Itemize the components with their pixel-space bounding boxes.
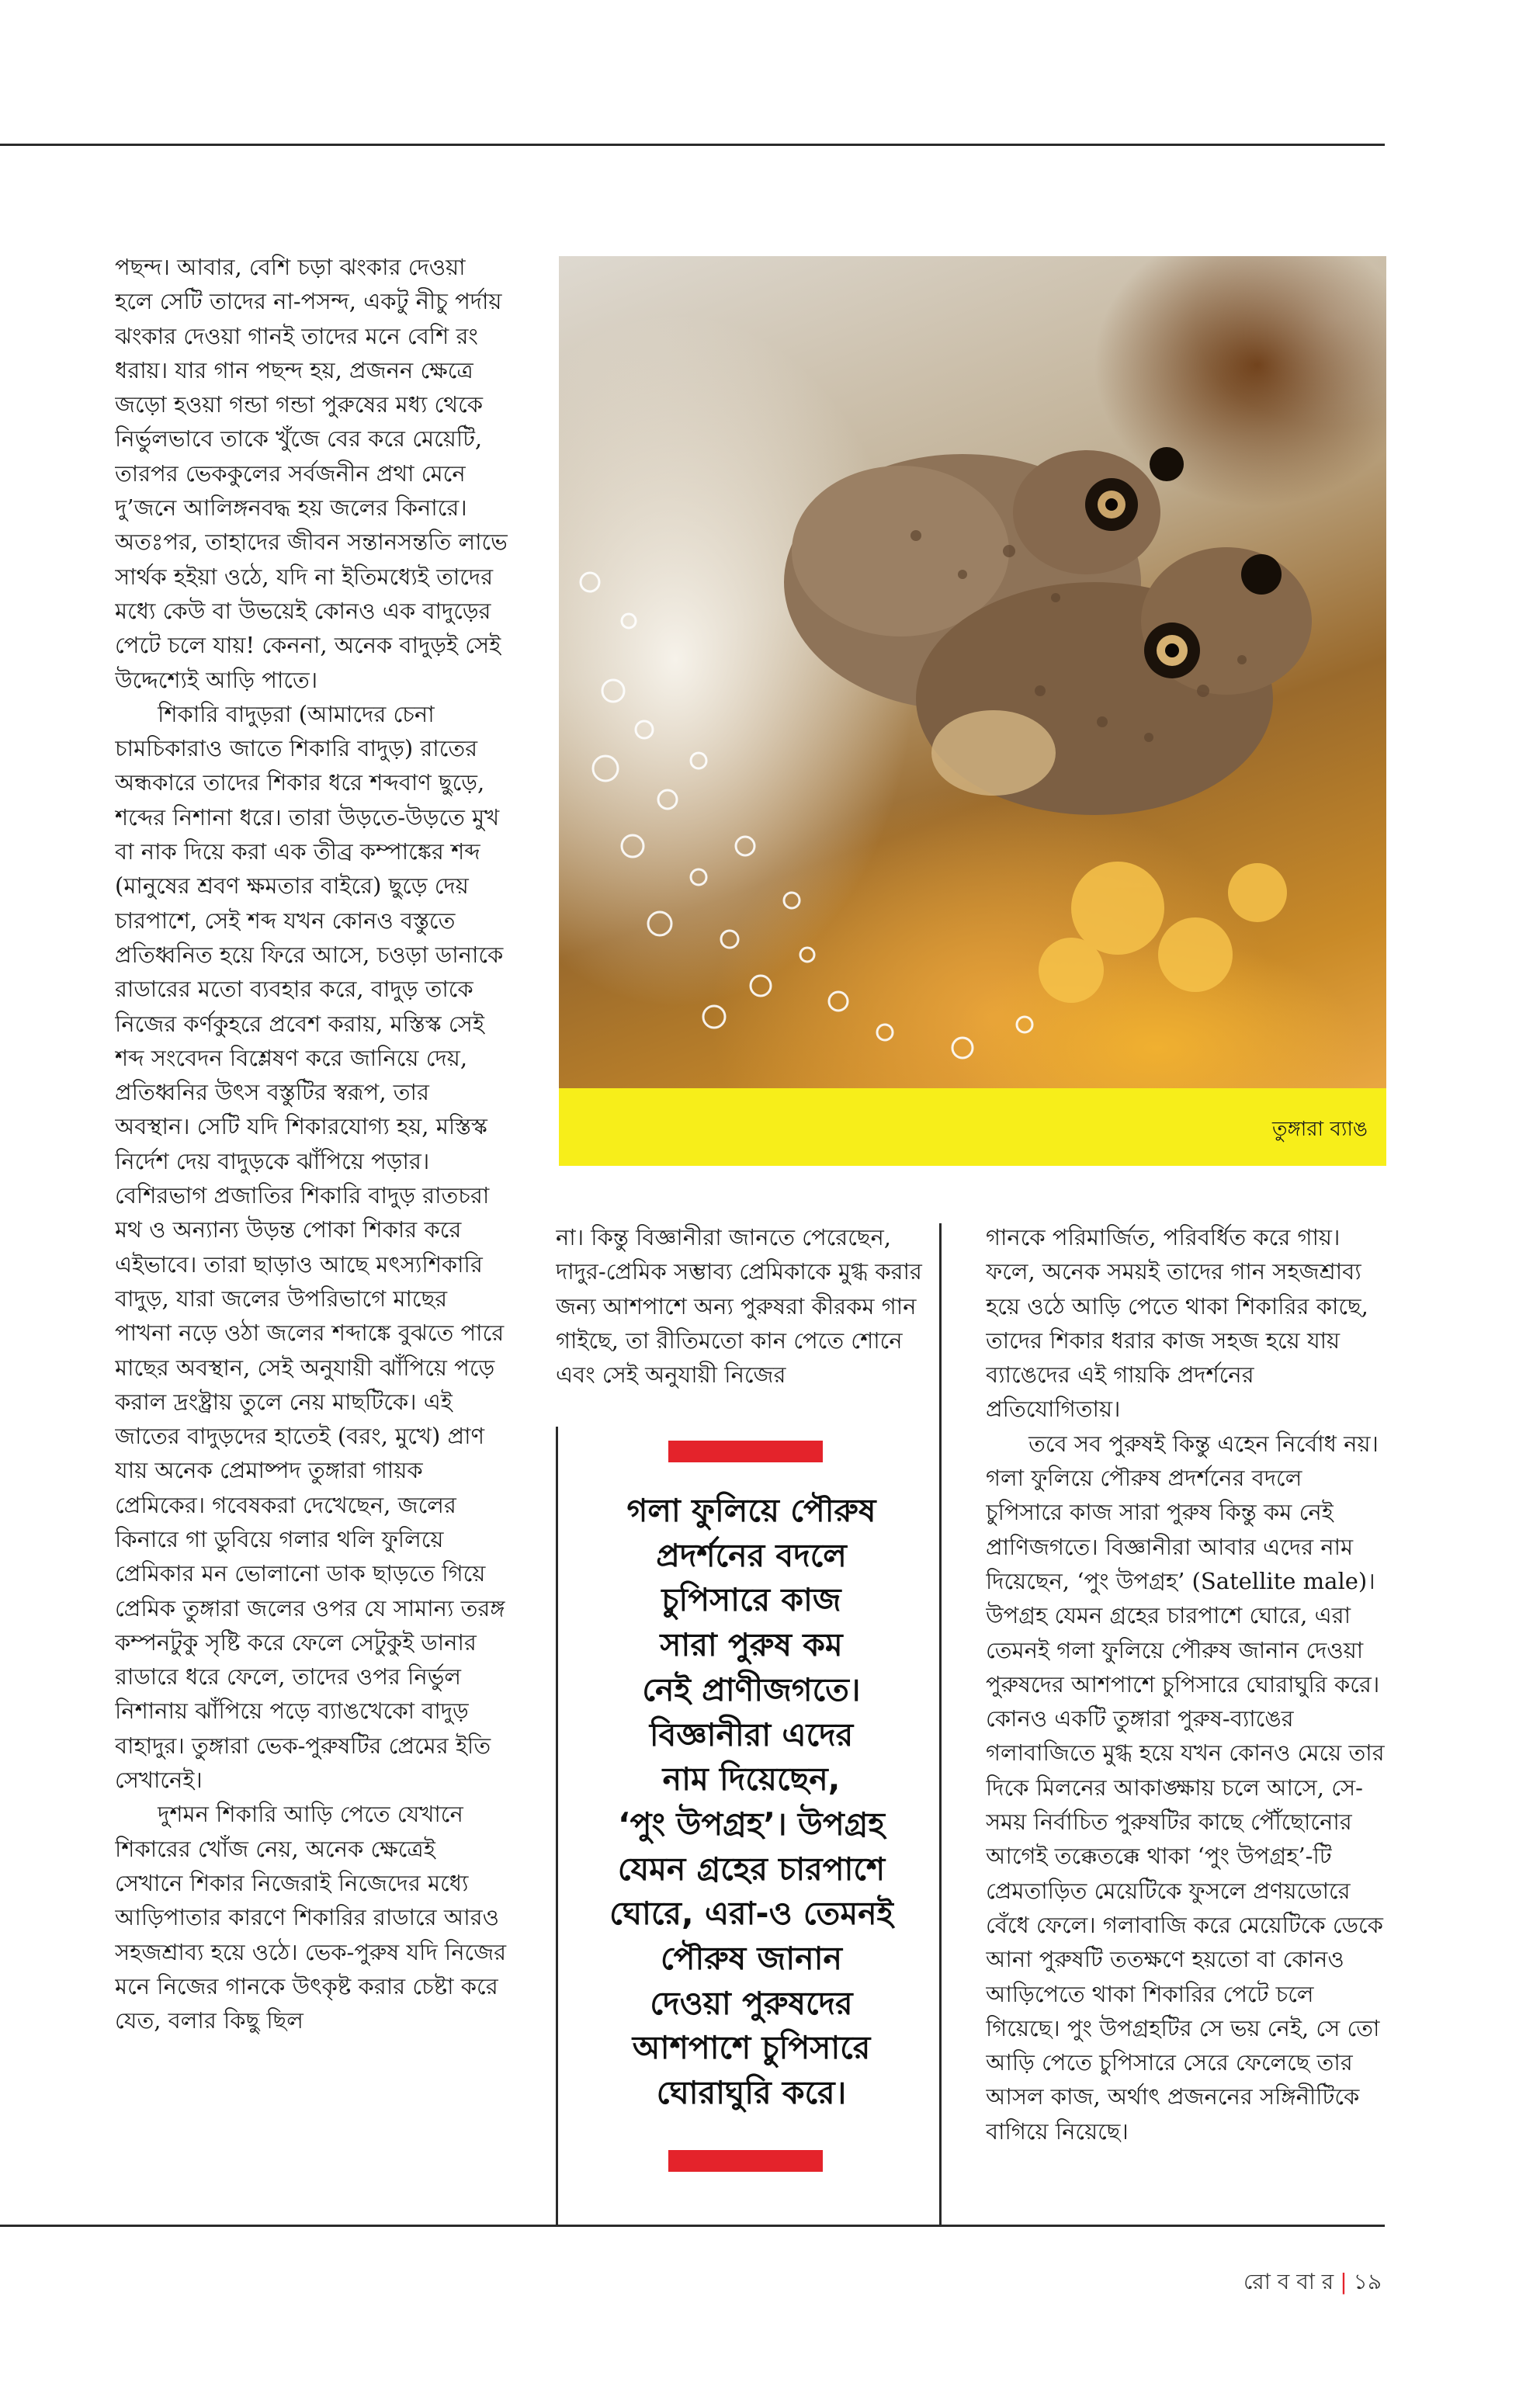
pull-quote-line: প্রদর্শনের বদলে [656, 1536, 847, 1574]
pull-quote-line: বিজ্ঞানীরা এদের [649, 1715, 854, 1753]
frog-photo [559, 256, 1386, 1088]
pull-quote-bottom-bar [668, 2150, 823, 2172]
pull-quote [576, 1489, 927, 2116]
paragraph: না। কিন্তু বিজ্ঞানীরা জানতে পেরেছেন, দাদুর-প্রেমিক সম্ভাব্য প্রেমিকাকে মুগ্ধ করার জন্য আশপাশে অন্য পুরুষরা কীরকম গান গাইছে, তা রীতিমতো কান পেতে শোনে এবং সেই অনুযায়ী নিজের [556, 1224, 922, 1389]
pull-quote-line: আশপাশে চুপিসারে [632, 2029, 871, 2067]
pull-quote-line: চুপিসারে কাজ [661, 1581, 841, 1619]
paragraph: পছন্দ। আবার, বেশি চড়া ঝংকার দেওয়া হলে সেটি তাদের না-পসন্দ, একটু নীচু পর্দায় ঝংকার দেওয়া গানই তাদের মনে বেশি রং ধরায়। যার গান পছন্দ হয়, প্রজনন ক্ষেত্রে জড়ো হওয়া গন্ডা গন্ডা পুরুষের মধ্য থেকে নির্ভুলভাবে তাকে খুঁজে বের করে মেয়েটি, তারপর ভেককুলের সর্বজনীন প্রথা মেনে দু’জনে আলিঙ্গনবদ্ধ হয় জলের কিনারে। অতঃপর, তাহাদের জীবন সন্তানসন্ততি লাভে সার্থক হইয়া ওঠে, যদি না ইতিমধ্যেই তাদের মধ্যে কেউ বা উভয়েই কোনও এক বাদুড়ের পেটে চলে যায়! কেননা, অনেক বাদুড়ই সেই উদ্দেশ্যেই আড়ি পাতে। [115, 254, 508, 693]
top-rule [0, 144, 1385, 146]
page-number: ১৯ [1353, 2269, 1382, 2294]
pull-quote-line: যেমন গ্রহের চারপাশে [617, 1850, 886, 1888]
footer-separator: | [1340, 2269, 1348, 2294]
left-column-text [115, 250, 509, 2183]
paragraph: তবে সব পুরুষই কিন্তু এহেন নির্বোধ নয়। গলা ফুলিয়ে পৌরুষ প্রদর্শনের বদলে চুপিসারে কাজ সারা পুরুষ কিন্তু কম নেই প্রাণিজগতে। বিজ্ঞানীরা আবার এদের নাম দিয়েছেন, ‘পুং উপগ্রহ’ (Satellite male)। উপগ্রহ যেমন গ্রহের চারপাশে ঘোরে, এরা তেমনই গলা ফুলিয়ে পৌরুষ জানান দেওয়া পুরুষদের আশপাশে চুপিসারে ঘোরাঘুরি করে। কোনও একটি তুঙ্গারা পুরুষ-ব্যাঙের গলাবাজিতে মুগ্ধ হয়ে যখন কোনও মেয়ে তার দিকে মিলনের আকাঙ্ক্ষায় চলে আসে, সে-সময় নির্বাচিত পুরুষটির কাছে পৌঁছোনোর আগেই তক্কেতক্কে থাকা ‘পুং উপগ্রহ’-টি প্রেমতাড়িত মেয়েটিকে ফুসলে প্রণয়ডোরে বেঁধে ফেলে। গলাবাজি করে মেয়েটিকে ডেকে আনা পুরুষটি ততক্ষণে হয়তো বা কোনও আড়িপেতে থাকা শিকারির পেটে চলে গিয়েছে। পুং উপগ্রহটির সে ভয় নেই, সে তো আড়ি পেতে চুপিসারে সেরে ফেলেছে তার আসল কাজ, অর্থাৎ প্রজননের সঙ্গিনীটিকে বাগিয়ে নিয়েছে। [986, 1430, 1385, 2145]
pull-quote-line: সারা পুরুষ কম [660, 1626, 843, 1664]
middle-column-text [556, 1220, 931, 1399]
pull-quote-top-bar [668, 1441, 823, 1462]
pull-quote-line: ঘোরাঘুরি করে। [656, 2074, 847, 2112]
column-divider-left [556, 1427, 558, 2225]
paragraph: দুশমন শিকারি আড়ি পেতে যেখানে শিকারের খোঁজ নেয়, অনেক ক্ষেত্রেই সেখানে শিকার নিজেরাই নিজেদের মধ্যে আড়িপাতার কারণে শিকারির রাডারে আরও সহজশ্রাব্য হয়ে ওঠে। ভেক-পুরুষ যদি নিজের মনে নিজের গানকে উৎকৃষ্ট করার চেষ্টা করে যেত, বলার কিছু ছিল [115, 1801, 507, 2034]
pull-quote-line: নেই প্রাণীজগতে। [642, 1670, 861, 1708]
right-column-text [986, 1220, 1385, 2183]
pull-quote-line: দেওয়া পুরুষদের [650, 1984, 853, 2022]
photo-caption-band [559, 1088, 1386, 1166]
page-footer [1243, 2265, 1382, 2301]
column-divider-right [939, 1223, 942, 2225]
bottom-rule [0, 2225, 1385, 2227]
photo-caption: তুঙ্গারা ব্যাঙ [1271, 1118, 1368, 1141]
pull-quote-line: ‘পুং উপগ্রহ’। উপগ্রহ [618, 1805, 885, 1843]
pull-quote-line: ঘোরে, এরা-ও তেমনই [609, 1895, 893, 1933]
pull-quote-line: পৌরুষ জানান [661, 1940, 842, 1978]
section-name: রো ব বা র [1243, 2269, 1334, 2294]
paragraph: শিকারি বাদুড়রা (আমাদের চেনা চামচিকারাও জাতে শিকারি বাদুড়) রাতের অন্ধকারে তাদের শিকার ধরে শব্দবাণ ছুড়ে, শব্দের নিশানা ধরে। তারা উড়তে-উড়তে মুখ বা নাক দিয়ে করা এক তীব্র কম্পাঙ্কের শব্দ (মানুষের শ্রবণ ক্ষমতার বাইরে) ছুড়ে দেয় চারপাশে, সেই শব্দ যখন কোনও বস্তুতে প্রতিধ্বনিত হয়ে ফিরে আসে, চওড়া ডানাকে রাডারের মতো ব্যবহার করে, বাদুড় তাকে নিজের কর্ণকুহরে প্রবেশ করায়, মস্তিস্ক সেই শব্দ সংবেদন বিশ্লেষণ করে জানিয়ে দেয়, প্রতিধ্বনির উৎস বস্তুটির স্বরূপ, তার অবস্থান। সেটি যদি শিকারযোগ্য হয়, মস্তিস্ক নির্দেশ দেয় বাদুড়কে ঝাঁপিয়ে পড়ার। বেশিরভাগ প্রজাতির শিকারি বাদুড় রাতচরা মথ ও অন্যান্য উড়ন্ত পোকা শিকার করে এইভাবে। তারা ছাড়াও আছে মৎস্যশিকারি বাদুড়, যারা জলের উপরিভাগে মাছের পাখনা নড়ে ওঠা জলের শব্দাঙ্কে বুঝতে পারে মাছের অবস্থান, সেই অনুযায়ী ঝাঁপিয়ে পড়ে করাল দ্রংষ্ট্রায় তুলে নেয় মাছটিকে। এই জাতের বাদুড়দের হাতেই (বরং, মুখে) প্রাণ যায় অনেক প্রেমাষ্পদ তুঙ্গারা গায়ক প্রেমিকের। গবেষকরা দেখেছেন, জলের কিনারে গা ডুবিয়ে গলার থলি ফুলিয়ে প্রেমিকার মন ভোলানো ডাক ছাড়তে গিয়ে প্রেমিক তুঙ্গারা জলের ওপর যে সামান্য তরঙ্গ কম্পনটুকু সৃষ্টি করে ফেলে সেটুকুই ডানার রাডারে ধরে ফেলে, তাদের ওপর নির্ভুল নিশানায় ঝাঁপিয়ে পড়ে ব্যাঙখেকো বাদুড় বাহাদুর। তুঙ্গারা ভেক-পুরুষটির প্রেমের ইতি সেখানেই। [115, 700, 505, 1794]
frog-illustration [559, 256, 1386, 1088]
paragraph: গানকে পরিমার্জিত, পরিবর্ধিত করে গায়। ফলে, অনেক সময়ই তাদের গান সহজশ্রাব্য হয়ে ওঠে আড়ি পেতে থাকা শিকারির কাছে, তাদের শিকার ধরার কাজ সহজ হয়ে যায় ব্যাঙেদের এই গায়কি প্রদর্শনের প্রতিযোগিতায়। [986, 1224, 1368, 1423]
pull-quote-line: গলা ফুলিয়ে পৌরুষ [626, 1492, 876, 1529]
pull-quote-line: নাম দিয়েছেন, [662, 1760, 841, 1798]
